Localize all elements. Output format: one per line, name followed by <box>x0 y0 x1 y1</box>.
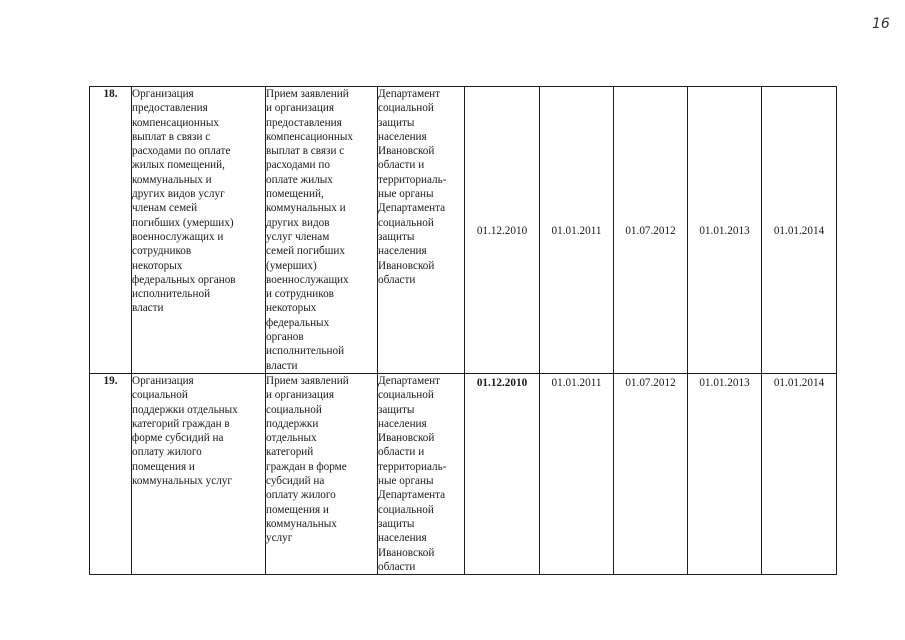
table-row <box>90 374 837 575</box>
row-number: 19. <box>90 374 132 575</box>
date-cell: 01.12.2010 <box>465 87 540 374</box>
services-table <box>89 86 837 575</box>
date-cell: 01.12.2010 <box>465 374 540 575</box>
service-cell: Прием заявлений и организация предоставления компенсационных выплат в связи с расходами по оплате жилых помещений, коммунальных и других видов услуг членам семей погибших (умерших) военнослужащих и сотрудников некоторых федеральных органов исполнительной власти <box>266 87 378 374</box>
activity-cell: Организация социальной поддержки отдельных категорий граждан в форме субсидий на оплату жилого помещения и коммунальных услуг <box>132 374 266 575</box>
date-cell: 01.07.2012 <box>614 87 688 374</box>
date-cell: 01.01.2014 <box>762 87 837 374</box>
date-cell: 01.01.2014 <box>762 374 837 575</box>
row-number: 18. <box>90 87 132 374</box>
table-row <box>90 87 837 374</box>
date-cell: 01.01.2011 <box>540 87 614 374</box>
date-cell: 01.01.2013 <box>688 374 762 575</box>
date-cell: 01.01.2013 <box>688 87 762 374</box>
date-cell: 01.01.2011 <box>540 374 614 575</box>
responsible-cell: Департамент социальной защиты населения Ивановской области и территориаль- ные органы Департамента социальной защиты населения Ивановской области <box>378 87 465 374</box>
date-cell: 01.07.2012 <box>614 374 688 575</box>
responsible-cell: Департамент социальной защиты населения Ивановской области и территориаль- ные органы Департамента социальной защиты населения Ивановской области <box>378 374 465 575</box>
service-cell: Прием заявлений и организация социальной поддержки отдельных категорий граждан в форме субсидий на оплату жилого помещения и коммунальных услуг <box>266 374 378 575</box>
activity-cell: Организация предоставления компенсационных выплат в связи с расходами по оплате жилых помещений, коммунальных и других видов услуг членам семей погибших (умерших) военнослужащих и сотрудников некоторых федеральных органов исполнительной власти <box>132 87 266 374</box>
page-number: 16 <box>872 16 890 32</box>
